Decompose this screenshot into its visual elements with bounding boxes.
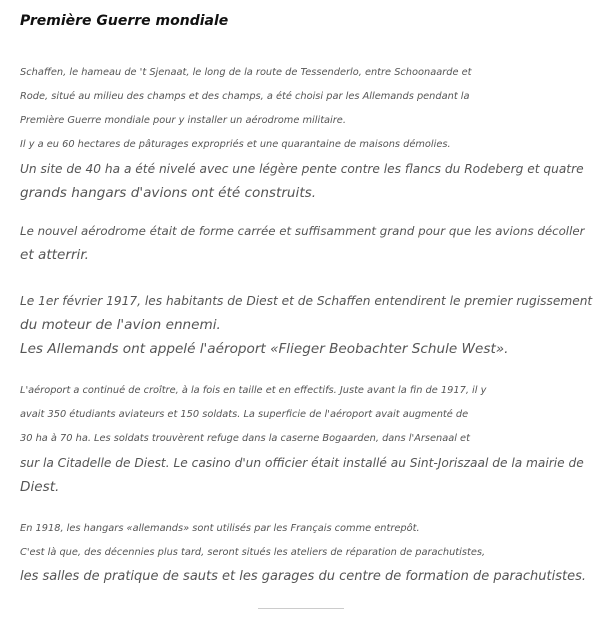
paragraph-line: Le nouvel aérodrome était de forme carrée et suffisamment grand pour que les avions décoller <box>20 224 585 238</box>
paragraph-line: sur la Citadelle de Diest. Le casino d'un officier était installé au Sint-Joriszaal de la mairie de <box>20 456 584 470</box>
paragraph-line: Les Allemands ont appelé l'aéroport «Flieger Beobachter Schule West». <box>20 341 509 357</box>
paragraph-line: grands hangars d'avions ont été construits. <box>20 185 317 201</box>
paragraph-4 <box>20 379 584 499</box>
paragraph-line: Diest. <box>20 479 60 495</box>
paragraph-line: avait 350 étudiants aviateurs et 150 soldats. La superficie de l'aéroport avait augmenté de <box>20 409 469 420</box>
paragraph-line: et atterrir. <box>20 247 89 263</box>
section-heading: Première Guerre mondiale <box>20 13 229 29</box>
paragraph-line: En 1918, les hangars «allemands» sont utilisés par les Français comme entrepôt. <box>20 523 420 534</box>
paragraph-line: 30 ha à 70 ha. Les soldats trouvèrent refuge dans la caserne Bogaarden, dans l'Arsenaal et <box>20 433 470 444</box>
paragraph-line: L'aéroport a continué de croître, à la fois en taille et en effectifs. Juste avant la fin de 1917, il y <box>20 385 487 396</box>
paragraph-5 <box>20 517 586 589</box>
paragraph-line: C'est là que, des décennies plus tard, seront situés les ateliers de réparation de parachutistes, <box>20 547 486 558</box>
paragraph-line: Il y a eu 60 hectares de pâturages expropriés et une quarantaine de maisons démolies. <box>20 139 451 150</box>
paragraph-line: Un site de 40 ha a été nivelé avec une légère pente contre les flancs du Rodeberg et quatre <box>20 162 584 176</box>
paragraph-line: Schaffen, le hameau de 't Sjenaat, le long de la route de Tessenderlo, entre Schoonaarde et <box>20 67 472 78</box>
paragraph-line: Le 1er février 1917, les habitants de Diest et de Schaffen entendirent le premier rugissement <box>20 294 593 308</box>
paragraph-line: du moteur de l'avion ennemi. <box>20 317 221 333</box>
paragraph-2 <box>20 219 584 267</box>
section-divider <box>258 608 344 609</box>
paragraph-line: Rode, situé au milieu des champs et des champs, a été choisi par les Allemands pendant la <box>20 91 470 102</box>
paragraph-3 <box>20 289 592 361</box>
paragraph-1 <box>20 61 584 205</box>
paragraph-line: Première Guerre mondiale pour y installer un aérodrome militaire. <box>20 115 346 126</box>
paragraph-line: les salles de pratique de sauts et les garages du centre de formation de parachutistes. <box>20 569 586 584</box>
